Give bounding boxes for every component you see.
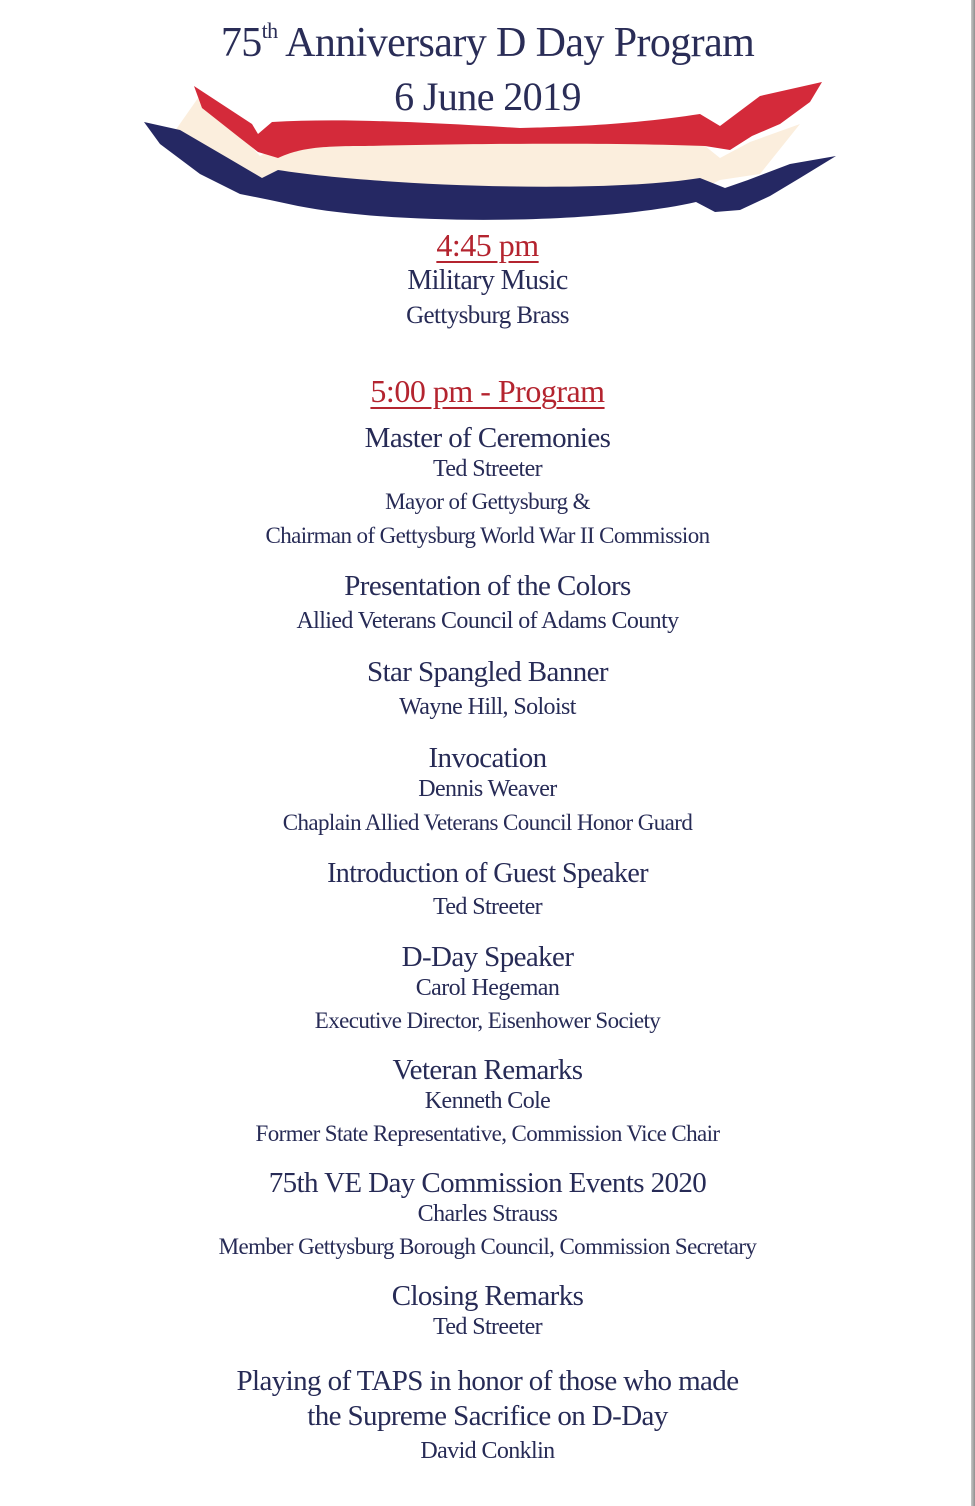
item-person: David Conklin (420, 1438, 555, 1464)
title-superscript: th (261, 18, 278, 43)
program-item (0, 941, 975, 1038)
item-role: Mayor of Gettysburg & (385, 489, 590, 514)
item-title: Playing of TAPS in honor of those who made (236, 1365, 739, 1397)
program-item (0, 422, 975, 554)
item-title: 75th VE Day Commission Events 2020 (268, 1167, 707, 1199)
program-date: 6 June 2019 (394, 74, 581, 119)
program-header (0, 0, 975, 225)
item-person: Kenneth Cole (424, 1088, 551, 1114)
prelude-section (0, 226, 975, 334)
item-role: Chaplain Allied Veterans Council Honor Guard (282, 810, 693, 835)
item-title: Presentation of the Colors (344, 570, 631, 602)
item-person: Ted Streeter (432, 1314, 543, 1340)
item-title: Star Spangled Banner (367, 656, 608, 688)
item-person: Ted Streeter (432, 456, 543, 482)
program-item (0, 742, 975, 841)
program-content (0, 226, 975, 1469)
item-title: Introduction of Guest Speaker (327, 858, 648, 889)
item-title: Veteran Remarks (392, 1054, 583, 1086)
program-title (0, 18, 975, 68)
item-role: Chairman of Gettysburg World War II Commission (265, 523, 710, 548)
program-item (0, 1280, 975, 1343)
program-item (0, 570, 975, 640)
item-person: Carol Hegeman (415, 975, 560, 1001)
item-title-continued: the Supreme Sacrifice on D-Day (307, 1400, 668, 1432)
title-text: Anniversary D Day Program (277, 20, 755, 66)
program-item (0, 1054, 975, 1151)
item-title: Closing Remarks (391, 1280, 584, 1312)
prelude-performer: Gettysburg Brass (406, 302, 569, 329)
program-item (0, 1363, 975, 1469)
program-time: 5:00 pm - Program (370, 373, 605, 409)
prelude-time: 4:45 pm (436, 227, 539, 263)
prelude-title: Military Music (407, 265, 568, 296)
item-person: Ted Streeter (432, 894, 543, 920)
item-title: Invocation (428, 742, 547, 774)
item-role: Executive Director, Eisenhower Society (314, 1008, 661, 1033)
title-number: 75 (220, 20, 262, 66)
program-item (0, 857, 975, 923)
item-title: D-Day Speaker (401, 941, 574, 973)
item-person: Allied Veterans Council of Adams County (296, 608, 679, 634)
item-title: Master of Ceremonies (364, 422, 611, 454)
program-item (0, 1167, 975, 1264)
item-role: Member Gettysburg Borough Council, Commission Secretary (218, 1234, 757, 1259)
item-person: Charles Strauss (417, 1201, 558, 1227)
item-person: Dennis Weaver (418, 776, 557, 802)
program-item (0, 656, 975, 726)
item-person: Wayne Hill, Soloist (399, 694, 576, 720)
item-role: Former State Representative, Commission Vice Chair (255, 1121, 720, 1146)
